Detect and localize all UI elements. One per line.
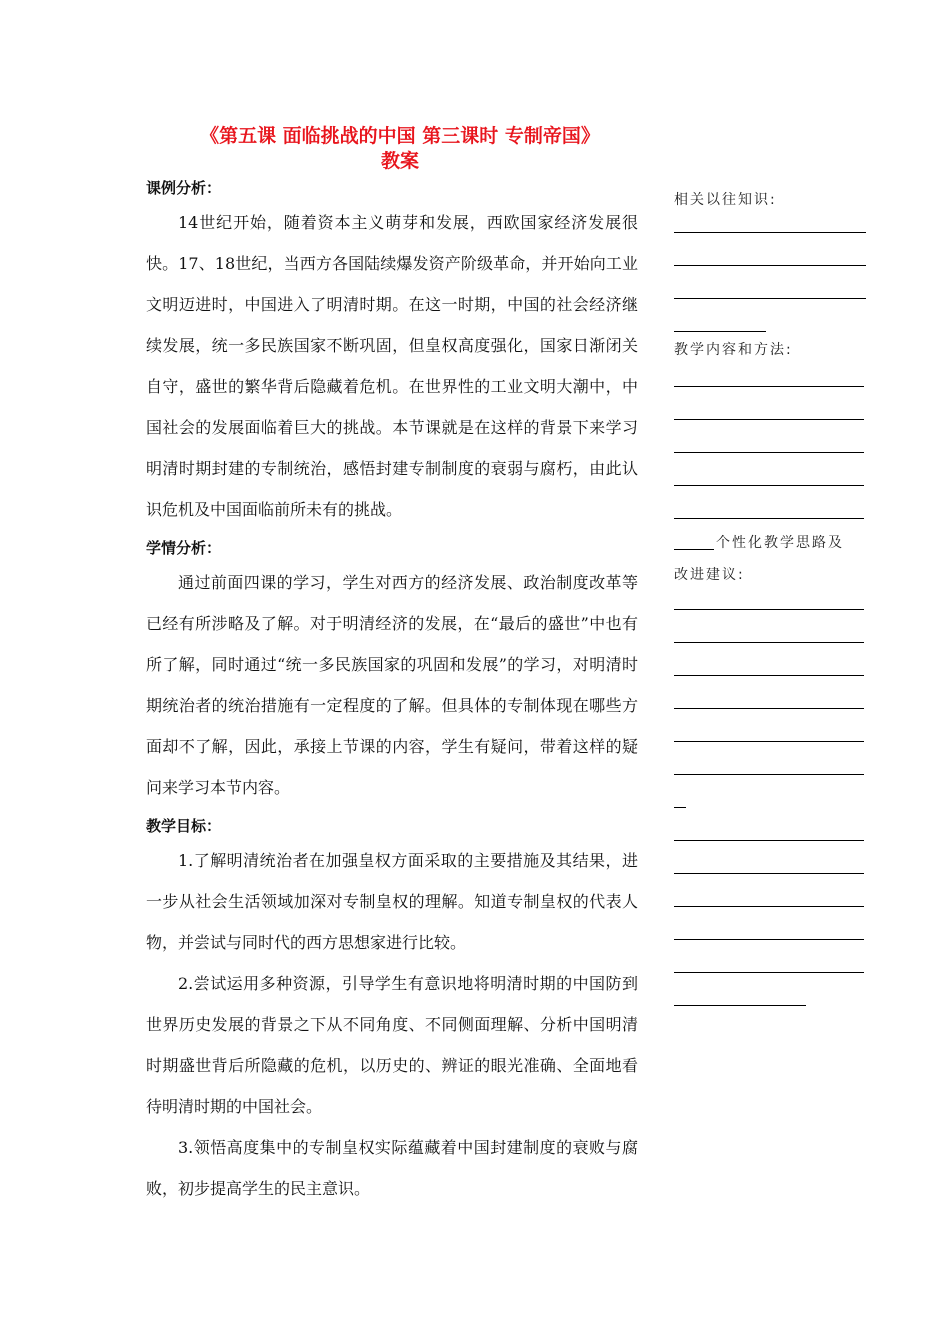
section-heading: 教学目标： (146, 817, 222, 835)
section-paragraph: 14世纪开始，随着资本主义萌芽和发展，西欧国家经济发展很快。17、18世纪，当西方各国陆续爆发资产阶级革命，并开始向工业文明迈进时，中国进入了明清时期。在这一时期，中国的社会经济继续发展，统一多民族国家不断巩固，但皇权高度强化，国家日渐闭关自守，盛世的繁华背后隐藏着危机。在世界性的工业文明大潮中，中国社会的发展面临着巨大的挑战。本节课就是在这样的背景下来学习明清时期封建的专制统治，感悟封建专制制度的衰弱与腐朽，由此认识危机及中国面临前所未有的挑战。 (146, 213, 638, 519)
title-line-1: 《第五课 面临挑战的中国 第三课时 专制帝国》 (200, 125, 600, 147)
prior-knowledge-label: 相关以往知识: (674, 192, 777, 208)
section-paragraph: 通过前面四课的学习，学生对西方的经济发展、政治制度改革等已经有所涉略及了解。对于明清经济的发展，在“最后的盛世”中也有所了解，同时通过“统一多民族国家的巩固和发展”的学习，对明清时期统治者的统治措施有一定程度的了解。但具体的专制体现在哪些方面却不了解，因此，承接上节课的内容，学生有疑问，带着这样的疑问来学习本节内容。 (146, 573, 638, 797)
section-case-analysis (146, 178, 638, 530)
content-methods-label: 教学内容和方法: (674, 342, 793, 358)
section-heading: 课例分析： (146, 179, 222, 197)
section-paragraph: 2.尝试运用多种资源，引导学生有意识地将明清时期的中国防到世界历史发展的背景之下从不同角度、不同侧面理解、分析中国明清时期盛世背后所隐藏的危机，以历史的、辨证的眼光准确、全面地看待明清时期的中国社会。 (146, 974, 638, 1116)
main-content (146, 178, 638, 1209)
section-heading: 学情分析： (146, 539, 222, 557)
section-paragraph: 3.领悟高度集中的专制皇权实际蕴藏着中国封建制度的衰败与腐败，初步提高学生的民主意识。 (146, 1138, 638, 1198)
personal-ideas-label-1: 个性化教学思路及 (716, 535, 844, 551)
document-title (140, 124, 660, 174)
writing-line (674, 549, 714, 550)
writing-line (674, 1005, 806, 1006)
section-student-analysis (146, 538, 638, 808)
notes-sidebar (674, 188, 868, 1006)
personal-ideas-label-2: 改进建议: (674, 567, 745, 583)
section-teaching-goals (146, 816, 638, 1209)
section-paragraph: 1.了解明清统治者在加强皇权方面采取的主要措施及其结果，进一步从社会生活领域加深对专制皇权的理解。知道专制皇权的代表人物，并尝试与同时代的西方思想家进行比较。 (146, 851, 638, 952)
title-line-2: 教案 (380, 150, 419, 172)
